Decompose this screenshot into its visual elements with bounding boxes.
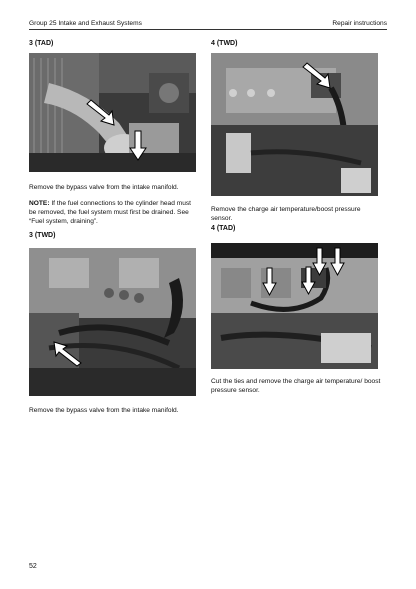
note-fuel-connections xyxy=(29,199,197,226)
caption-sensor-twd: Remove the charge air temperature/boost pressure sensor. xyxy=(211,206,361,222)
note-text: If the fuel connections to the cylinder head must be removed, the fuel system must first be drained. See “Fuel system, draining”. xyxy=(29,200,191,225)
step-label-3-twd: 3 (TWD) xyxy=(29,232,56,239)
photo-bypass-valve-tad xyxy=(29,53,196,172)
step-label-4-twd: 4 (TWD) xyxy=(211,40,238,47)
step-label-3-tad: 3 (TAD) xyxy=(29,40,54,47)
photo-sensor-tad xyxy=(211,243,378,369)
header-chapter-title: Repair instructions xyxy=(332,20,387,27)
arrow-icon xyxy=(211,53,378,196)
header-section-title: Group 25 Intake and Exhaust Systems xyxy=(29,20,142,27)
note-label: NOTE: xyxy=(29,200,50,207)
caption-bypass-valve-tad: Remove the bypass valve from the intake manifold. xyxy=(29,184,179,191)
step-label-4-tad: 4 (TAD) xyxy=(211,225,236,232)
arrow-icon xyxy=(211,243,378,369)
caption-bypass-valve-twd: Remove the bypass valve from the intake manifold. xyxy=(29,407,179,414)
photo-bypass-valve-twd xyxy=(29,248,196,396)
caption-sensor-tad: Cut the ties and remove the charge air temperature/ boost pressure sensor. xyxy=(211,378,381,394)
arrow-icon xyxy=(29,53,196,172)
arrow-icon xyxy=(29,248,196,396)
photo-sensor-twd xyxy=(211,53,378,196)
page-number: 52 xyxy=(29,563,37,570)
header-rule xyxy=(29,29,387,30)
